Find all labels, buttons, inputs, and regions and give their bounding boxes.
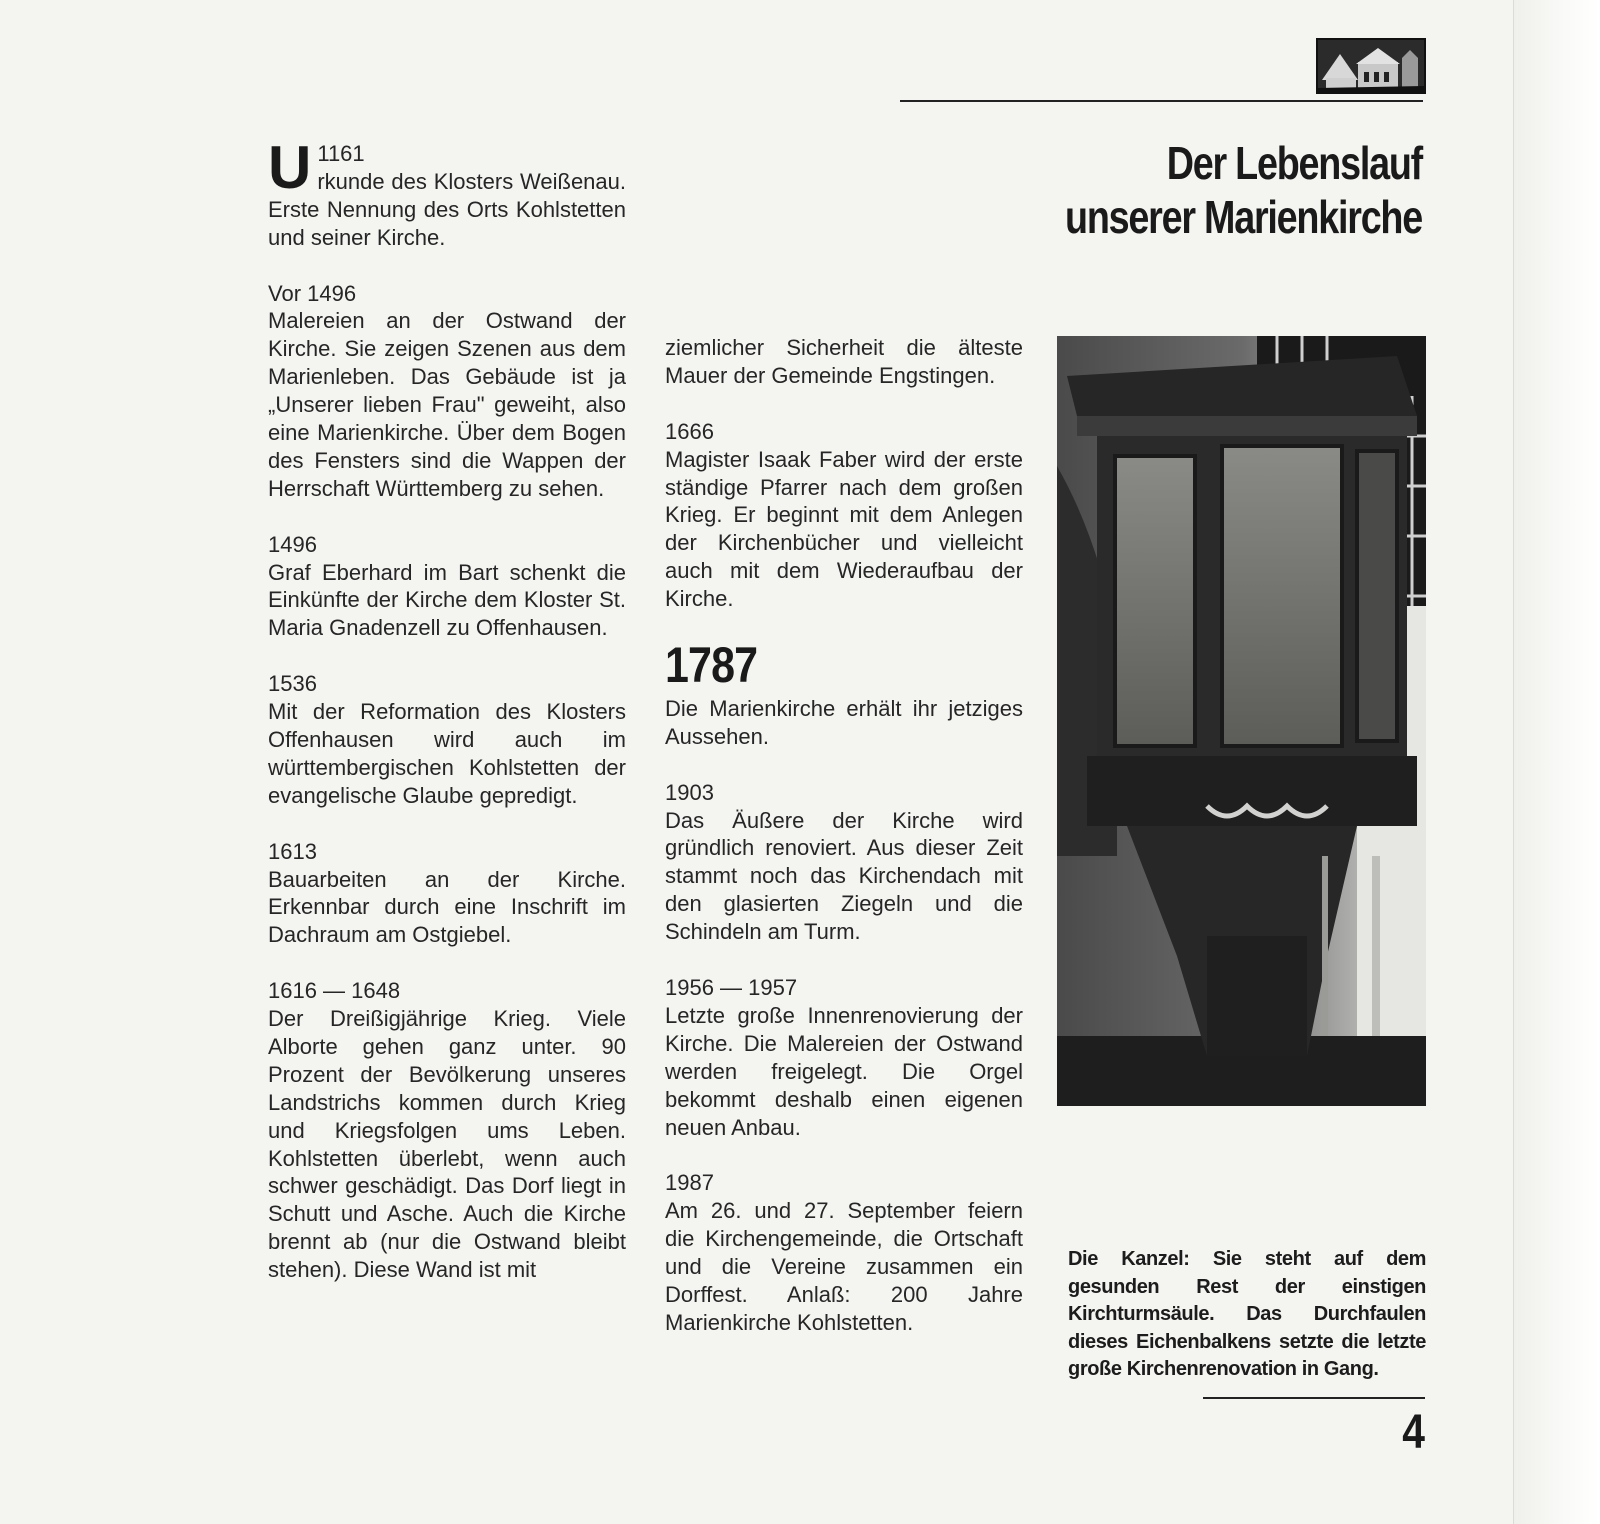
entry-1666 [665,418,1023,613]
dropcap: U [268,134,312,201]
entry-year: 1536 [268,671,317,697]
entry-continuation [665,334,1023,390]
entry [665,779,1023,946]
entry-text: ziemlicher Sicherheit die älteste Mauer der Gemeinde Engstingen. [665,335,1023,388]
entry-year: 1496 [268,531,317,557]
entry-year: 1987 [665,1170,714,1196]
column-left [268,134,626,1312]
entry-text: Der Dreißigjährige Krieg. Viele Alborte gehen ganz unter. 90 Prozent der Bevölkerung unseres Landstrichs kommen durch Krieg und Kriegsfolgen ums Leben. Kohlstetten überlebt, wenn auch schwer geschädigt. Das Dorf liegt in Schutt und Asche. Auch die Kirche brennt ab (nur die Ostwand bleibt stehen). Diese Wand ist mit [268,1006,626,1283]
entry-year: 1666 [665,418,714,444]
entry [268,670,626,810]
page-title [961,136,1422,244]
column-middle [665,334,1023,1365]
entry-text: Die Marienkirche erhält ihr jetziges Aussehen. [665,695,1023,749]
entry [268,280,626,503]
entry-year: 1956 — 1957 [665,974,798,1000]
entry [268,977,626,1284]
footer-rule [1203,1397,1425,1399]
entry-text: Am 26. und 27. September feiern die Kirchengemeinde, die Ortschaft und die Vereine zusammen ein Dorffest. Anlaß: 200 Jahre Marienkirche Kohlstetten. [665,1198,1023,1335]
church-logo-icon [1316,38,1426,94]
entry-text: Graf Eberhard im Bart schenkt die Einkünfte der Kirche dem Kloster St. Maria Gnadenzell zu Offenhausen. [268,559,626,641]
entry-text: Das Äußere der Kirche wird gründlich renoviert. Aus dieser Zeit stammt noch das Kirchendach mit den glasierten Ziegeln und die Schindeln am Turm. [665,807,1023,945]
header-rule [900,100,1423,102]
photo-caption: Die Kanzel: Sie steht auf dem gesunden Rest der einstigen Kirchturmsäule. Das Durchfaulen dieses Eichenbalkens setzte die letzte große Kirchenrenovation in Gang. [1068,1248,1426,1381]
entry-text: rkunde des Klosters Weißenau. Erste Nennung des Orts Kohlstetten und seiner Kirche. [268,168,626,250]
entry-text: Magister Isaak Faber wird der erste ständige Pfarrer nach dem großen Krieg. Er beginnt mit dem Anlegen der Kirchenbücher und vielleicht auch mit dem Wiederaufbau der Kirche. [665,446,1023,612]
entry-text: Bauarbeiten an der Kirche. Erkennbar durch eine Inschrift im Dachraum am Ostgiebel. [268,866,626,948]
pulpit-photo [1057,336,1426,1106]
entry [268,531,626,643]
entry-text: Mit der Reformation des Klosters Offenhausen wird auch im württembergischen Kohlstetten der evangelische Glaube gepredigt. [268,699,626,808]
page-edge [1513,0,1600,1524]
title-line-2: unserer Marienkirche [1065,191,1422,243]
entry-year: 1903 [665,779,714,805]
entry-text: Letzte große Innenrenovierung der Kirche. Die Malereien der Ostwand werden freigelegt. Die Orgel bekommt deshalb einen eigenen neuen Anbau. [665,1002,1023,1140]
entry-text: Malereien an der Ostwand der Kirche. Sie zeigen Szenen aus dem Marienleben. Das Gebäude ist ja „Unserer lieben Frau" geweiht, also eine Marienkirche. Über dem Bogen des Fensters sind die Wappen der Herrschaft Württemberg zu sehen. [268,308,626,501]
entry-year: 1613 [268,838,317,864]
title-line-1: Der Lebenslauf [1166,137,1422,189]
page-number: 4 [1402,1406,1425,1459]
entry-year: Vor 1496 [268,280,357,306]
entry [268,838,626,950]
entry-year: 1616 — 1648 [268,978,401,1004]
entry-1161 [268,134,626,252]
highlight-year: 1787 [665,636,758,693]
entry [665,974,1023,1141]
entry-year: 1161 [317,141,365,166]
entry [665,1169,1023,1336]
entry-1787 [665,635,1023,751]
